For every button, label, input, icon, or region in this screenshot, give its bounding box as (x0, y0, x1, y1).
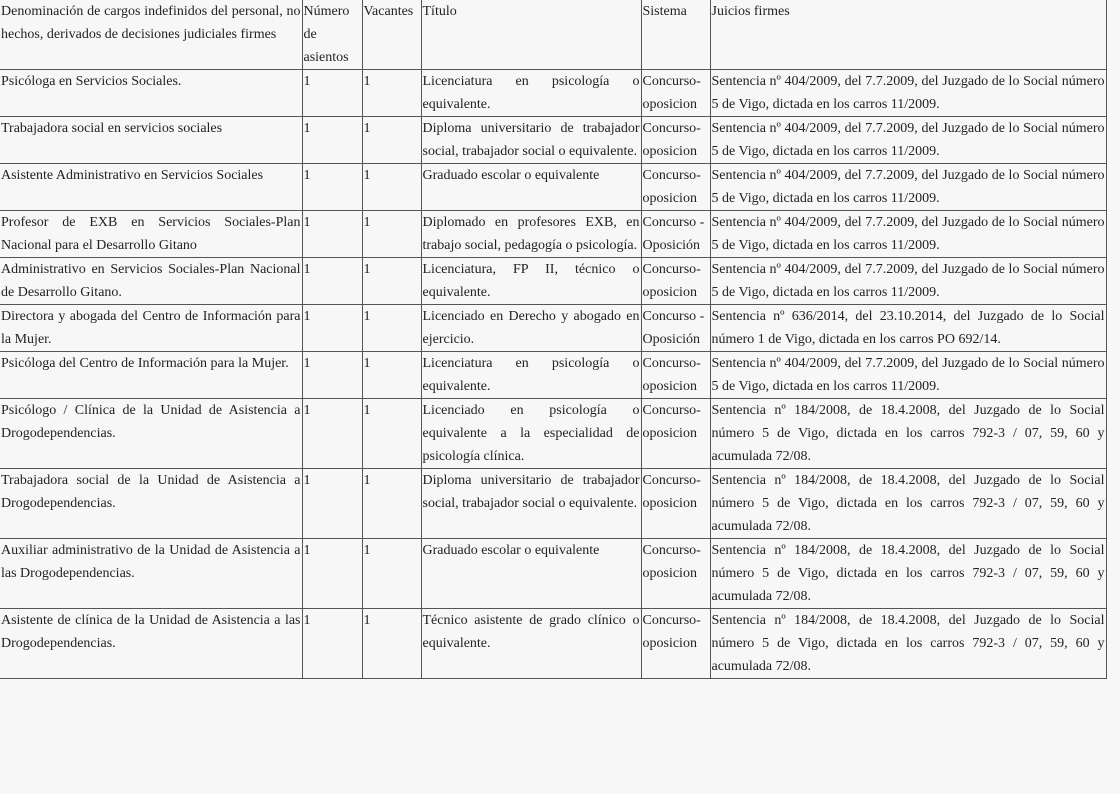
cell-numero: 1 (302, 258, 362, 305)
cell-vacantes: 1 (362, 70, 421, 117)
cell-cargo: Profesor de EXB en Servicios Sociales-Plan Nacional para el Desarrollo Gitano (0, 211, 302, 258)
cell-numero: 1 (302, 469, 362, 539)
cell-sistema: Concurso-oposicion (641, 117, 710, 164)
cell-cargo: Psicóloga en Servicios Sociales. (0, 70, 302, 117)
cell-vacantes: 1 (362, 117, 421, 164)
table-header-row (0, 0, 1106, 70)
cell-titulo: Graduado escolar o equivalente (421, 164, 641, 211)
cell-cargo: Directora y abogada del Centro de Información para la Mujer. (0, 305, 302, 352)
cell-titulo: Licenciatura en psicología o equivalente. (421, 352, 641, 399)
cell-numero: 1 (302, 399, 362, 469)
cell-numero: 1 (302, 164, 362, 211)
cell-numero: 1 (302, 70, 362, 117)
cell-sistema: Concurso-oposicion (641, 352, 710, 399)
table-row (0, 305, 1106, 352)
table-row (0, 117, 1106, 164)
cell-numero: 1 (302, 117, 362, 164)
cell-vacantes: 1 (362, 399, 421, 469)
cell-titulo: Técnico asistente de grado clínico o equivalente. (421, 609, 641, 679)
table-row (0, 258, 1106, 305)
cell-cargo: Asistente Administrativo en Servicios Sociales (0, 164, 302, 211)
cell-juicio: Sentencia nº 184/2008, de 18.4.2008, del Juzgado de lo Social número 5 de Vigo, dictada en los carros 792-3 / 07, 59, 60 y acumulada 72/08. (710, 399, 1106, 469)
cell-cargo: Trabajadora social de la Unidad de Asistencia a Drogodependencias. (0, 469, 302, 539)
cell-juicio: Sentencia nº 404/2009, del 7.7.2009, del Juzgado de lo Social número 5 de Vigo, dictada en los carros 11/2009. (710, 70, 1106, 117)
header-cargo: Denominación de cargos indefinidos del personal, no hechos, derivados de decisiones judiciales firmes (0, 0, 302, 70)
cell-numero: 1 (302, 211, 362, 258)
header-titulo: Título (421, 0, 641, 70)
cell-cargo: Asistente de clínica de la Unidad de Asistencia a las Drogodependencias. (0, 609, 302, 679)
header-sistema: Sistema (641, 0, 710, 70)
cell-sistema: Concurso-oposicion (641, 164, 710, 211)
cell-numero: 1 (302, 539, 362, 609)
cell-numero: 1 (302, 352, 362, 399)
table-body (0, 70, 1106, 679)
cell-juicio: Sentencia nº 184/2008, de 18.4.2008, del Juzgado de lo Social número 5 de Vigo, dictada en los carros 792-3 / 07, 59, 60 y acumulada 72/08. (710, 539, 1106, 609)
cell-titulo: Licenciatura en psicología o equivalente. (421, 70, 641, 117)
cell-cargo: Psicólogo / Clínica de la Unidad de Asistencia a Drogodependencias. (0, 399, 302, 469)
cell-cargo: Psicóloga del Centro de Información para la Mujer. (0, 352, 302, 399)
cell-titulo: Licenciado en psicología o equivalente a la especialidad de psicología clínica. (421, 399, 641, 469)
cell-vacantes: 1 (362, 211, 421, 258)
cell-cargo: Administrativo en Servicios Sociales-Plan Nacional de Desarrollo Gitano. (0, 258, 302, 305)
cell-vacantes: 1 (362, 305, 421, 352)
cell-cargo: Auxiliar administrativo de la Unidad de Asistencia a las Drogodependencias. (0, 539, 302, 609)
cell-cargo: Trabajadora social en servicios sociales (0, 117, 302, 164)
cell-titulo: Diplomado en profesores EXB, en trabajo social, pedagogía o psicología. (421, 211, 641, 258)
cell-vacantes: 1 (362, 352, 421, 399)
cell-juicio: Sentencia nº 404/2009, del 7.7.2009, del Juzgado de lo Social número 5 de Vigo, dictada en los carros 11/2009. (710, 352, 1106, 399)
table-row (0, 399, 1106, 469)
cell-juicio: Sentencia nº 404/2009, del 7.7.2009, del Juzgado de lo Social número 5 de Vigo, dictada en los carros 11/2009. (710, 211, 1106, 258)
table-row (0, 469, 1106, 539)
cell-sistema: Concurso-oposicion (641, 469, 710, 539)
cell-juicio: Sentencia nº 636/2014, del 23.10.2014, del Juzgado de lo Social número 1 de Vigo, dictada en los carros PO 692/14. (710, 305, 1106, 352)
header-juicio: Juicios firmes (710, 0, 1106, 70)
cell-sistema: Concurso-oposicion (641, 70, 710, 117)
cell-juicio: Sentencia nº 184/2008, de 18.4.2008, del Juzgado de lo Social número 5 de Vigo, dictada en los carros 792-3 / 07, 59, 60 y acumulada 72/08. (710, 609, 1106, 679)
cell-sistema: Concurso-oposicion (641, 539, 710, 609)
cell-vacantes: 1 (362, 539, 421, 609)
cell-titulo: Graduado escolar o equivalente (421, 539, 641, 609)
cell-sistema: Concurso - Oposición (641, 305, 710, 352)
cell-sistema: Concurso-oposicion (641, 609, 710, 679)
table-row (0, 211, 1106, 258)
table-row (0, 352, 1106, 399)
table-row (0, 164, 1106, 211)
cell-sistema: Concurso - Oposición (641, 211, 710, 258)
cell-sistema: Concurso-oposicion (641, 399, 710, 469)
cell-titulo: Licenciado en Derecho y abogado en ejercicio. (421, 305, 641, 352)
table-row (0, 539, 1106, 609)
table-row (0, 609, 1106, 679)
cell-juicio: Sentencia nº 404/2009, del 7.7.2009, del Juzgado de lo Social número 5 de Vigo, dictada en los carros 11/2009. (710, 258, 1106, 305)
cell-titulo: Diploma universitario de trabajador social, trabajador social o equivalente. (421, 469, 641, 539)
header-numero: Número de asientos (302, 0, 362, 70)
header-vacantes: Vacantes (362, 0, 421, 70)
cell-vacantes: 1 (362, 164, 421, 211)
cell-numero: 1 (302, 305, 362, 352)
cell-vacantes: 1 (362, 609, 421, 679)
cell-juicio: Sentencia nº 404/2009, del 7.7.2009, del Juzgado de lo Social número 5 de Vigo, dictada en los carros 11/2009. (710, 117, 1106, 164)
cell-vacantes: 1 (362, 258, 421, 305)
cell-titulo: Diploma universitario de trabajador social, trabajador social o equivalente. (421, 117, 641, 164)
cell-titulo: Licenciatura, FP II, técnico o equivalente. (421, 258, 641, 305)
table-row (0, 70, 1106, 117)
cell-numero: 1 (302, 609, 362, 679)
cell-sistema: Concurso-oposicion (641, 258, 710, 305)
cell-vacantes: 1 (362, 469, 421, 539)
cell-juicio: Sentencia nº 184/2008, de 18.4.2008, del Juzgado de lo Social número 5 de Vigo, dictada en los carros 792-3 / 07, 59, 60 y acumulada 72/08. (710, 469, 1106, 539)
cell-juicio: Sentencia nº 404/2009, del 7.7.2009, del Juzgado de lo Social número 5 de Vigo, dictada en los carros 11/2009. (710, 164, 1106, 211)
